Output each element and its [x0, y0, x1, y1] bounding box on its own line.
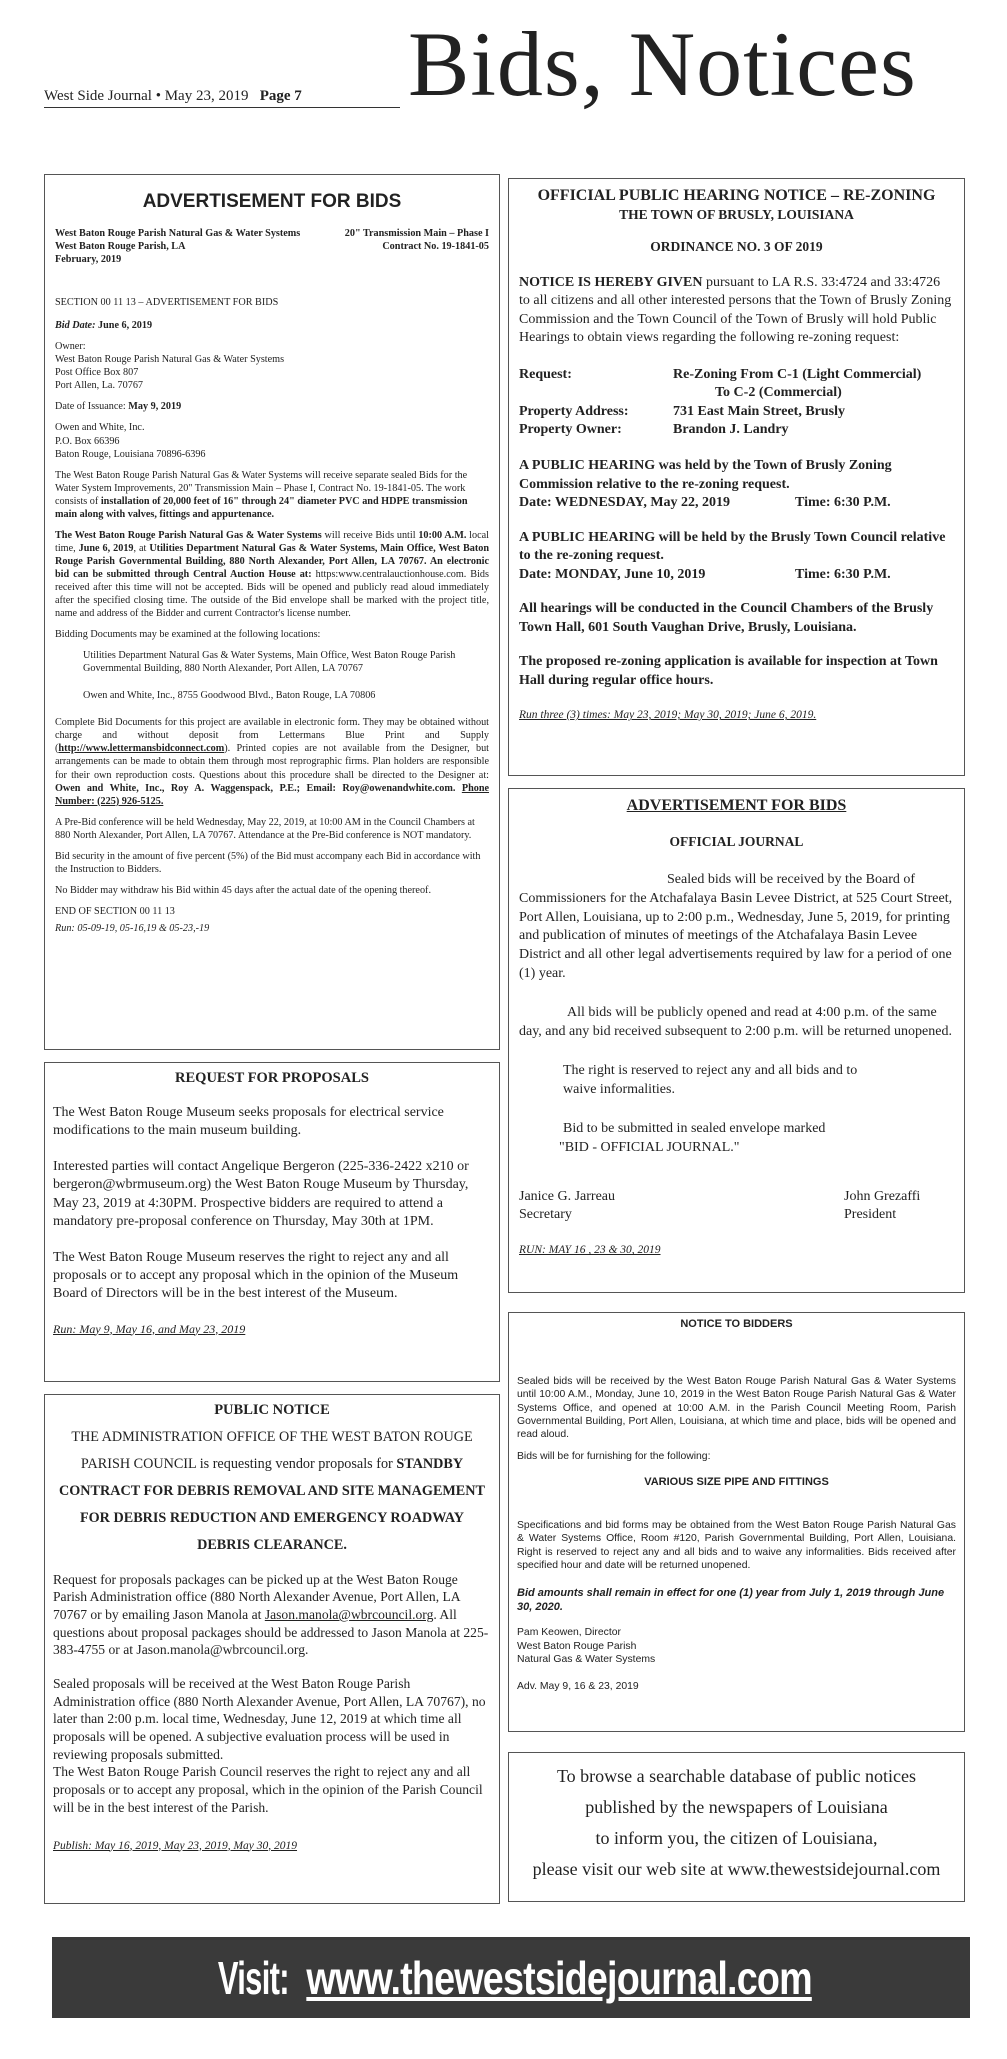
- footer-visit-label: Visit:: [217, 1951, 289, 2004]
- public-notice: [44, 1394, 500, 1904]
- hearing-location: All hearings will be conducted in the Council Chambers of the Brusly Town Hall, 601 South Vaughan Drive, Brusly, Louisiana.: [519, 601, 934, 635]
- location-1: Utilities Department Natural Gas & Water Systems, Main Office, West Baton Rouge Parish Governmental Building, 880 North Alexander, Port Allen, LA 70767: [83, 650, 456, 675]
- bid-receipt: The West Baton Rouge Parish Natural Gas & Water Systems will receive Bids until 10:00 A.M. local time, June 6, 2019, at Utilities Department Natural Gas & Water Systems, Main Office, West Baton Rouge Parish Governmental Building, 880 North Alexander, Port Allen, LA 70767. An electronic bid can be submitted through Central Auction House at: https:www.centralauctionhouse.com. Bids received after this time will not be accepted. Bids will be opened and publicly read aloud immediately after the specified closing time. The outside of the Bid envelope shall be marked with the project title, name and address of the Bidder and current Contractor's license number.: [55, 529, 490, 620]
- public-notice-p2: Sealed proposals will be received at the West Baton Rouge Parish Administration office (880 North Alexander Avenue, Port Allen, LA 70767), no later than 2:00 p.m. local time, Wednesday, June 12, 2019 at which time all proposals will be opened. A subjective evaluation process will be used in reviewing proposals submitted.: [53, 1676, 486, 1762]
- bidders-adv: Adv. May 9, 16 & 23, 2019: [517, 1681, 639, 1693]
- page-number: Page 7: [259, 88, 302, 104]
- header-dateline: [44, 88, 400, 108]
- hearing-2: A PUBLIC HEARING will be held by the Brusly Town Council relative to the re-zoning request. Date: MONDAY, June 10, 2019 Time: 6:30 P.M.: [519, 529, 946, 582]
- sig2-name: John Grezaffi: [844, 1188, 921, 1204]
- section-title: Bids, Notices: [408, 13, 917, 115]
- sig1-title: Secretary: [519, 1207, 572, 1223]
- journal-signatures: [519, 1188, 954, 1226]
- public-notice-run: Publish: May 16, 2019, May 23, 2019, May 30, 2019: [53, 1839, 298, 1852]
- project-line1: 20" Transmission Main – Phase I: [344, 228, 489, 239]
- rfp-p2: Interested parties will contact Angelique Bergeron (225-336-2422 x210 or bergeron@wbrmuseum.org) the West Baton Rouge Museum by Thursday, May 23, 2019 at 4:30PM. Prospective bidders are required to attend a mandatory pre-proposal conference on Thursday, May 30th at 1PM.: [53, 1159, 469, 1229]
- journal-subtitle: OFFICIAL JOURNAL: [669, 833, 804, 849]
- bidders-p3: Specifications and bid forms may be obtained from the West Baton Rouge Parish Natural Gas & Water Systems Office, Room #120, Parish Governmental Building, Port Allen, Louisiana. Right is reserved to reject any and all bids and to waive any informalities. Bids received after specified hour and date will be returned unopened.: [517, 1520, 956, 1571]
- advertisement-official-journal: [508, 788, 965, 1293]
- browse-database-notice: [508, 1752, 965, 1902]
- request-for-proposals: [44, 1062, 500, 1382]
- journal-p4b: "BID - OFFICIAL JOURNAL.": [559, 1139, 740, 1155]
- letterman-link[interactable]: http://www.lettermansbidconnect.com: [58, 743, 225, 755]
- journal-p2: All bids will be publicly opened and read at 4:00 p.m. of the same day, and any bid received subsequent to 2:00 p.m. will be returned unopened.: [519, 1005, 952, 1040]
- advertisement-for-bids-water: [44, 174, 500, 1050]
- browse-line3: to inform you, the citizen of Louisiana,: [595, 1827, 878, 1848]
- bidders-item: VARIOUS SIZE PIPE AND FITTINGS: [644, 1475, 829, 1488]
- prebid-conference: A Pre-Bid conference will be held Wednesday, May 22, 2019, at 10:00 AM in the Council Chambers at 880 North Alexander, Port Allen, LA 70767. Attendance at the Pre-Bid conference is NOT mandatory.: [55, 816, 475, 841]
- adv-water-heading: [55, 227, 489, 266]
- engineer-block: Owen and White, Inc. P.O. Box 66396 Baton Rouge, Louisiana 70896-6396: [55, 422, 206, 460]
- owner-line2: West Baton Rouge Parish, LA: [55, 241, 186, 253]
- bidders-signature: Pam Keowen, Director West Baton Rouge Parish Natural Gas & Water Systems: [517, 1627, 656, 1666]
- bidders-p1: Sealed bids will be received by the West Baton Rouge Parish Natural Gas & Water Systems until 10:00 A.M., Monday, June 10, 2019 in the West Baton Rouge Parish Natural Gas & Water Systems Office, and opened at 10:00 A.M. in the Parish Council Meeting Room, Parish Governmental Building, Port Allen, Louisiana, at which time and place, bids will be opened and read aloud.: [517, 1376, 956, 1441]
- locations-intro: Bidding Documents may be examined at the following locations:: [55, 629, 321, 641]
- public-notice-intro: THE ADMINISTRATION OFFICE OF THE WEST BATON ROUGE PARISH COUNCIL is requesting vendor proposals for STANDBY CONTRACT FOR DEBRIS REMOVAL AND SITE MANAGEMENT FOR DEBRIS REDUCTION AND EMERGENCY ROADWAY DEBRIS CLEARANCE.: [59, 1428, 485, 1553]
- journal-p4a: Bid to be submitted in sealed envelope marked: [563, 1120, 826, 1136]
- hearing-1: A PUBLIC HEARING was held by the Town of Brusly Zoning Commission relative to the re-zoning request. Date: WEDNESDAY, May 22, 2019 Time: 6:30 P.M.: [519, 458, 892, 511]
- bid-date: Bid Date: June 6, 2019: [55, 320, 153, 332]
- rezoning-notice-text: NOTICE IS HEREBY GIVEN pursuant to LA R.S. 33:4724 and 33:4726 to all citizens and all other interested persons that the Town of Brusly Zoning Commission and the Town Council of the Town of Brusly will hold Public Hearings to obtain views regarding the following re-zoning request:: [519, 274, 952, 346]
- location-2: Owen and White, Inc., 8755 Goodwood Blvd., Baton Rouge, LA 70806: [83, 690, 376, 702]
- journal-title: ADVERTISEMENT FOR BIDS: [626, 797, 847, 814]
- project-line2: Contract No. 19-1841-05: [382, 241, 489, 253]
- footer-website-link[interactable]: www.thewestsidejournal.com: [306, 1951, 812, 2004]
- jason-email-link[interactable]: Jason.manola@wbrcouncil.org: [264, 1607, 434, 1623]
- rezoning-notice: [508, 178, 965, 776]
- owner-block: Owner: West Baton Rouge Parish Natural Gas & Water Systems Post Office Box 807 Port Allen, La. 70767: [55, 341, 285, 392]
- journal-p1: Sealed bids will be received by the Board of Commissioners for the Atchafalaya Basin Levee District, at 525 Court Street, Port Allen, Louisiana, up to 2:00 p.m., Wednesday, June 5, 2019, for printing and publication of minutes of meetings of the Atchafalaya Basin Levee District and all other legal advertisements required by law for a period of one (1) year.: [519, 871, 953, 982]
- public-notice-p1: Request for proposals packages can be picked up at the West Baton Rouge Parish Administration office (880 North Alexander Avenue, Port Allen, LA 70767 or by emailing Jason Manola at Jason.manola@wbrcouncil.org. All questions about proposal packages should be addressed to Jason Manola at 225-383-4755 or at Jason.manola@wbrcouncil.org.: [53, 1571, 489, 1658]
- owner-line3: February, 2019: [55, 254, 122, 266]
- footer-visit-banner: [52, 1937, 970, 2018]
- bidders-p4: Bid amounts shall remain in effect for one (1) year from July 1, 2019 through June 30, 2020.: [517, 1587, 945, 1614]
- withdrawal: No Bidder may withdraw his Bid within 45 days after the actual date of the opening thereof.: [55, 884, 431, 896]
- browse-line4: please visit our web site at www.thewestsidejournal.com: [532, 1858, 941, 1879]
- rfp-p1: The West Baton Rouge Museum seeks proposals for electrical service modifications to the main museum building.: [53, 1104, 444, 1139]
- adv-water-run: Run: 05-09-19, 05-16,19 & 05-23,-19: [55, 922, 210, 934]
- rezoning-title: OFFICIAL PUBLIC HEARING NOTICE – RE-ZONING: [537, 187, 936, 204]
- rfp-p3: The West Baton Rouge Museum reserves the right to reject any and all proposals or to accept any proposal which in the opinion of the Museum Board of Directors will be in the best interest of the Museum.: [53, 1249, 459, 1302]
- rezoning-run: Run three (3) times: May 23, 2019; May 30, 2019; June 6, 2019.: [519, 709, 817, 722]
- bullet: •: [155, 88, 161, 104]
- work-description: The West Baton Rouge Parish Natural Gas & Water Systems will receive separate sealed Bids for the Water System Improvements, 20" Transmission Main – Phase I, Contract No. 19-1841-05. The work consists of installation of 20,000 feet of 16" through 24" diameter PVC and HDPE transmission main along with valves, fittings and appurtenance.: [55, 469, 468, 520]
- rezoning-subtitle: THE TOWN OF BRUSLY, LOUISIANA: [619, 207, 854, 223]
- rfp-title: REQUEST FOR PROPOSALS: [175, 1070, 369, 1086]
- paper-name: West Side Journal: [44, 88, 152, 104]
- end-section: END OF SECTION 00 11 13: [55, 905, 175, 917]
- sig2-title: President: [844, 1207, 897, 1223]
- sig1-name: Janice G. Jarreau: [519, 1188, 616, 1204]
- bid-documents: Complete Bid Documents for this project are available in electronic form. They may be obtained without charge and without deposit from Lettermans Blue Print and Supply (http://www.lettermansbidconnect.com). Printed copies are not available from the Designer, but arrangements can be made to obtain them through most reprographic firms. Plan holders are responsible for their own reproduction costs. Questions about this procedure shall be directed to the Designer at: Owen and White, Inc., Roy A. Waggenspack, P.E.; Email: Roy@owenandwhite.com. Phone Number: (225) 926-5125.: [55, 717, 490, 807]
- issue-date: May 23, 2019: [164, 88, 249, 104]
- owner-line1: West Baton Rouge Parish Natural Gas & Water Systems: [55, 228, 301, 239]
- rezoning-ordinance: ORDINANCE NO. 3 OF 2019: [650, 238, 823, 254]
- public-notice-title: PUBLIC NOTICE: [214, 1402, 330, 1418]
- bidders-title: NOTICE TO BIDDERS: [680, 1318, 793, 1330]
- rezoning-details: Request: Re-Zoning From C-1 (Light Commercial) To C-2 (Commercial) Property Address: 731 East Main Street, Brusly Property Owner: Brandon J. Landry: [519, 366, 922, 438]
- rfp-run: Run: May 9, May 16, and May 23, 2019: [53, 1321, 246, 1336]
- section-heading: SECTION 00 11 13 – ADVERTISEMENT FOR BIDS: [55, 297, 279, 309]
- notice-to-bidders: [508, 1312, 965, 1732]
- journal-run: RUN: MAY 16 , 23 & 30, 2019: [519, 1244, 661, 1257]
- adv-water-title: ADVERTISEMENT FOR BIDS: [142, 191, 402, 212]
- issuance-date: Date of Issuance: May 9, 2019: [55, 401, 182, 413]
- browse-line2: published by the newspapers of Louisiana: [585, 1796, 888, 1817]
- browse-line1: To browse a searchable database of public notices: [556, 1766, 917, 1786]
- bid-security: Bid security in the amount of five percent (5%) of the Bid must accompany each Bid in accordance with the Instruction to Bidders.: [55, 850, 481, 875]
- inspection-note: The proposed re-zoning application is available for inspection at Town Hall during regular office hours.: [519, 654, 938, 688]
- public-notice-p3: The West Baton Rouge Parish Council reserves the right to reject any and all proposals or to accept any proposal, which in the opinion of the Parish Council will be in the best interest of the Parish.: [53, 1764, 483, 1815]
- bidders-p2: Bids will be for furnishing for the following:: [517, 1450, 711, 1462]
- journal-p3: The right is reserved to reject any and all bids and to waive informalities.: [563, 1062, 858, 1097]
